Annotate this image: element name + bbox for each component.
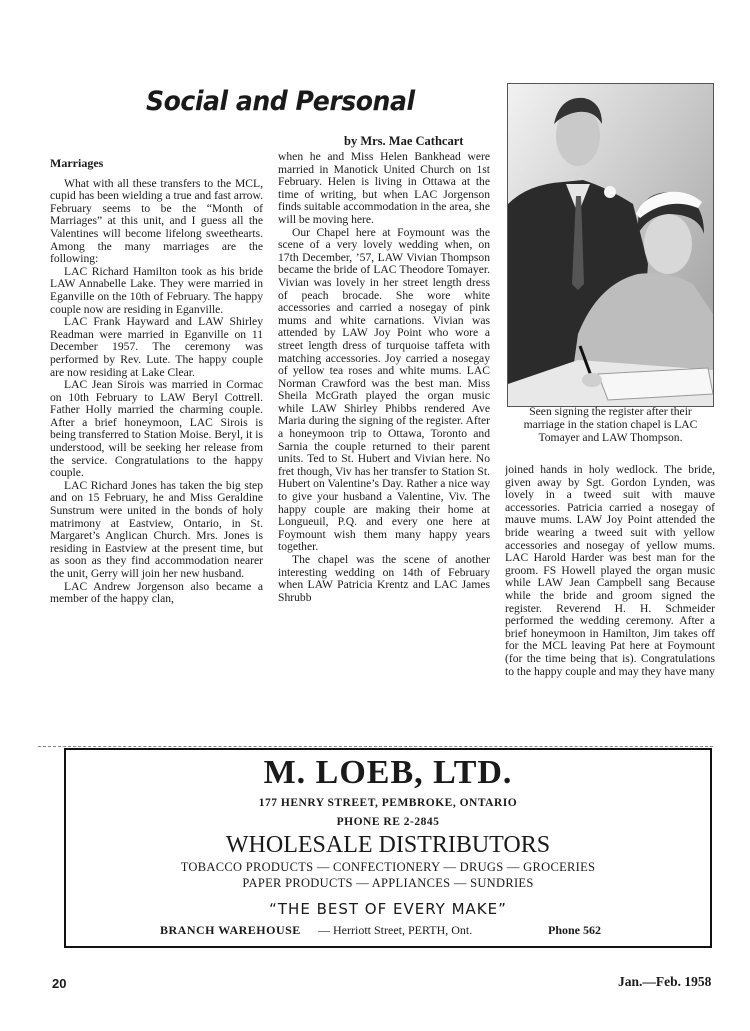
ad-company-name: M. LOEB, LTD. <box>263 754 513 791</box>
page-number: 20 <box>52 976 67 991</box>
issue-date: Jan.—Feb. 1958 <box>618 974 712 989</box>
article-column-1 <box>50 157 263 739</box>
ad-phone: PHONE RE 2-2845 <box>336 816 440 828</box>
article-column-3 <box>505 464 715 742</box>
ad-products-line-2: PAPER PRODUCTS — APPLIANCES — SUNDRIES <box>242 876 534 890</box>
paragraph: Our Chapel here at Foymount was the scene of a very lovely wedding when, on 17th December, ’57, LAW Vivian Thompson became the bride of LAC Theodore Tomayer. Vivian was lovely in her street length dress of peach brocade. She wore white accessories and carried a nosegay of pink mums and white carnations. Vivian was attended by LAW Joy Point who wore a street length dress of turquoise taffeta with matching accessories. Joy carried a nosegay of yellow tea roses and white mums. LAC Norman Crawford was the best man. Miss Sheila McGrath played the organ music while LAW Shirley Phibbs rendered Ave Maria during the signing of the register. After a honeymoon trip to Ottawa, Toronto and Sarnia the couple returned to their parent units. Ted to St. Hubert and Vivian here. No fret though, Viv has her transfer to Station St. Hubert on Valentine’s Day. Rather a nice way to give your husband a Valentine, Viv. The happy couple are making their home at Longueuil, P.Q. and every one here at Foymount wish them many happy years together. <box>278 225 490 554</box>
ad-products-line-1: TOBACCO PRODUCTS — CONFECTIONERY — DRUGS — GROCERIES <box>180 860 596 874</box>
ad-branch-address: — Herriott Street, PERTH, Ont. <box>318 923 473 937</box>
wedding-photo <box>507 83 714 407</box>
paragraph: What with all these transfers to the MCL, cupid has been wielding a true and fast arrow. February seems to be the “Month of Marriages” at this unit, and I guess all the Valentines will become lifelong sweethearts. Among the many marriages are the following: <box>50 176 263 266</box>
paragraph: LAC Jean Sirois was married in Cormac on 10th February to LAW Beryl Cottrell. Father Holly married the charming couple. After a brief honeymoon, LAC Sirois is being transferred to Station Moise. Beryl, it is understood, will be seeking her release from the service. Congratulations to the happy couple. <box>50 378 263 480</box>
ad-heading: WHOLESALE DISTRIBUTORS <box>225 832 551 858</box>
ad-slogan: “THE BEST OF EVERY MAKE” <box>269 900 507 918</box>
paragraph: LAC Richard Hamilton took as his bride LAW Annabelle Lake. They were married in Eganville on the 10th of February. The happy couple now are residing in Eganville. <box>50 264 263 316</box>
page-title: Social and Personal <box>146 86 415 117</box>
byline: by Mrs. Mae Cathcart <box>344 134 464 148</box>
paragraph: LAC Richard Jones has taken the big step and on 15 February, he and Miss Geraldine Sunstrum were united in the bonds of holy matrimony at Eastview, Ontario, in St. Margaret’s Anglican Church. Mrs. Jones is residing in Eastview at the present time, but as soon as they find accommodation nearer the unit, Gerry will join her new husband. <box>50 478 263 580</box>
paragraph: LAC Andrew Jorgenson also became a member of the happy clan, <box>50 579 263 606</box>
column-rule <box>38 746 713 747</box>
advertisement <box>64 748 712 948</box>
ad-branch-phone: Phone 562 <box>548 923 602 937</box>
section-heading: Marriages <box>50 157 104 170</box>
ad-branch-label: BRANCH WAREHOUSE <box>160 923 301 937</box>
article-column-2 <box>278 151 490 747</box>
paragraph: The chapel was the scene of another interesting wedding on 14th of February when LAW Patricia Krentz and LAC James Shrubb <box>278 553 490 604</box>
wedding-photo-image <box>508 84 713 406</box>
photo-caption: Seen signing the register after their marriage in the station chapel is LAC Tomayer and LAW Thompson. <box>523 405 698 444</box>
paragraph: LAC Frank Hayward and LAW Shirley Readman were married in Eganville on 11 December 1957. The ceremony was performed by Rev. Lute. The happy couple are now residing at Lake Clear. <box>50 315 263 379</box>
ad-address: 177 HENRY STREET, PEMBROKE, ONTARIO <box>258 797 518 809</box>
paragraph: joined hands in holy wedlock. The bride, given away by Sgt. Gordon Lynden, was lovely in a tweed suit with mauve accessories. Patricia carried a nosegay of mauve mums. LAW Joy Point attended the bride wearing a tweed suit with yellow accessories and nosegay of yellow mums. LAC Harold Harder was best man for the groom. FS Howell played the organ music while LAW Jean Campbell sang Because while the bride and groom signed the register. Reverend H. H. Schmeider performed the wedding ceremony. After a brief honeymoon in Hamilton, Jim takes off for the MCL leaving Pat here at Foymount (for the time being that is). Congratulations to the happy couple and may they have many <box>505 464 715 678</box>
paragraph: when he and Miss Helen Bankhead were married in Manotick United Church on 1st February. Helen is living in Ottawa at the time of writing, but when LAC Jorgenson finds suitable accommodation in the area, she will be moving here. <box>278 151 490 226</box>
